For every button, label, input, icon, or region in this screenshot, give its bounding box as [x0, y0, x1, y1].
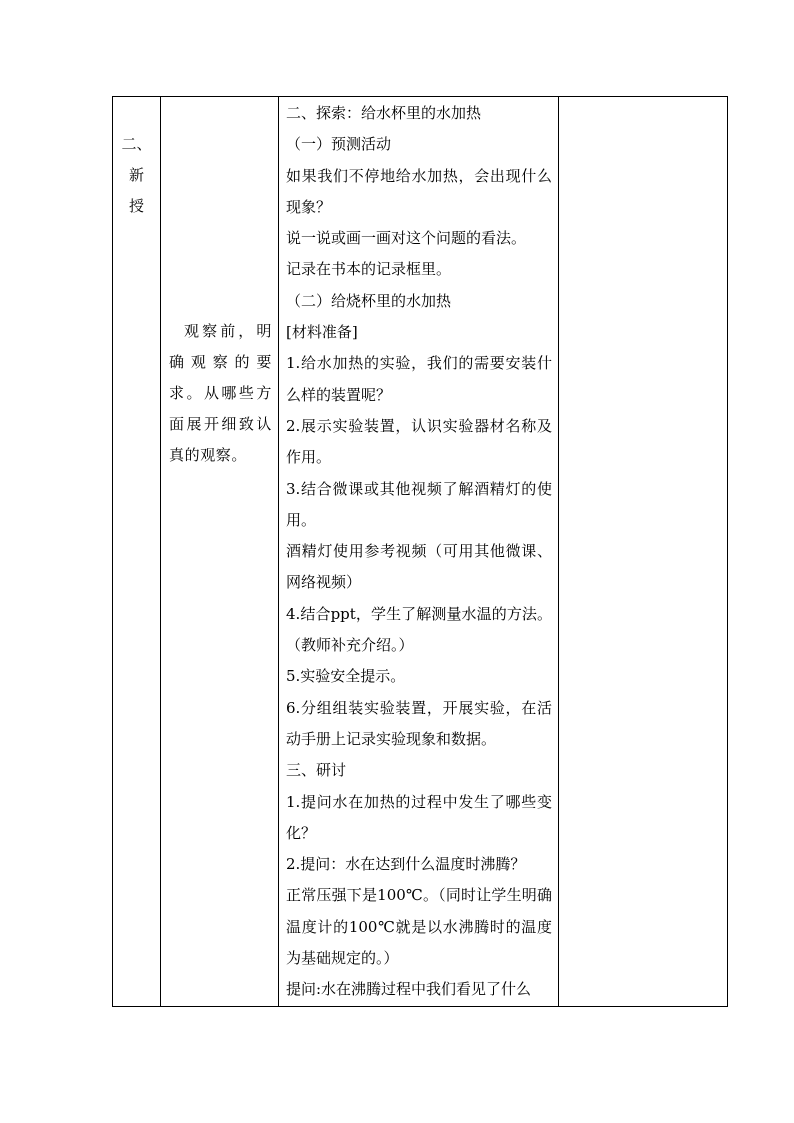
teacher-note-cell: [161, 97, 279, 1007]
content-line: [材料准备]: [286, 323, 358, 342]
content-line: 酒精灯使用参考视频（可用其他微课、网络视频）: [286, 542, 552, 592]
content-line: （一）预测活动: [286, 135, 392, 154]
stage-line-2: 新: [128, 166, 144, 184]
content-line: 1.提问水在加热的过程中发生了哪些变化？: [286, 792, 552, 842]
content-line: 1.给水加热的实验，我们的需要安装什么样的装置呢？: [286, 354, 552, 404]
table-row: [113, 97, 728, 1007]
content-line: 如果我们不停地给水加热，会出现什么现象？: [286, 166, 552, 216]
content-line: 提问:水在沸腾过程中我们看见了什么: [286, 980, 532, 999]
content-line: （二）给烧杯里的水加热: [286, 291, 452, 310]
teacher-note-text: 观察前，明确观察的要求。从哪些方面展开细致认真的观察。: [169, 322, 272, 464]
content-line: 三、研讨: [286, 761, 347, 780]
content-line: 2.提问：水在达到什么温度时沸腾？: [286, 855, 526, 874]
content-line: 正常压强下是100℃。（同时让学生明确温度计的100℃就是以水沸腾时的温度为基础规定的。）: [286, 886, 552, 968]
notes-column-cell: [559, 97, 728, 1007]
lesson-plan-table: [112, 96, 728, 1007]
content-line: 说一说或画一画对这个问题的看法。: [286, 229, 527, 248]
stage-line-1: 二、: [121, 135, 152, 153]
content-line: 2.展示实验装置，认识实验器材名称及作用。: [286, 416, 552, 467]
stage-line-3: 授: [128, 197, 144, 215]
content-line: 3.结合微课或其他视频了解酒精灯的使用。: [286, 479, 552, 529]
content-line: 5.实验安全提示。: [286, 667, 406, 686]
activity-content-cell: [279, 97, 559, 1007]
stage-cell: [113, 97, 161, 1007]
content-line: 6.分组组装实验装置，开展实验，在活动手册上记录实验现象和数据。: [286, 698, 552, 748]
content-line: 4.结合ppt，学生了解测量水温的方法。（教师补充介绍。）: [286, 604, 552, 655]
content-line: 记录在书本的记录框里。: [286, 260, 452, 279]
content-line: 二、探索：给水杯里的水加热: [286, 104, 482, 122]
